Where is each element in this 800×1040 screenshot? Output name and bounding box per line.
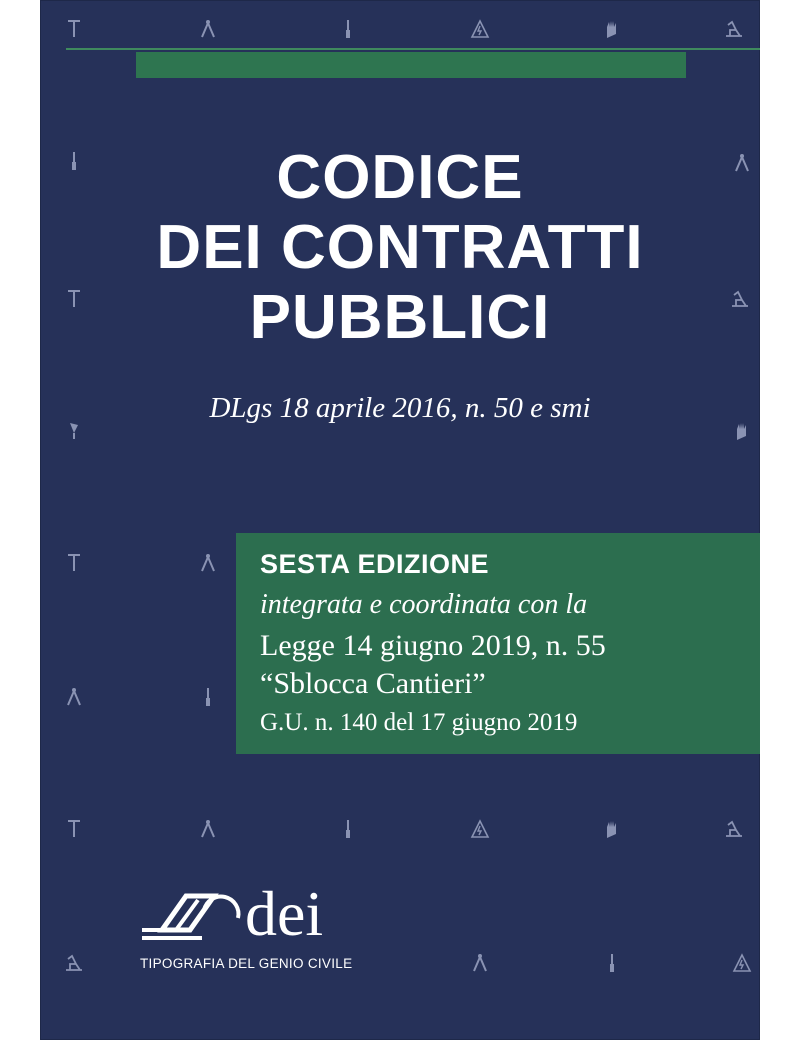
compass-icon [198, 552, 218, 574]
edition-line-1: integrata e coordinata con la [260, 589, 588, 620]
edition-line-2: Legge 14 giugno 2019, n. 55 [260, 629, 606, 662]
logo-mark-icon [140, 888, 250, 952]
screwdriver-icon [338, 818, 358, 840]
excavator-icon [64, 952, 84, 974]
compass-icon [470, 952, 490, 974]
glove-icon [602, 818, 622, 840]
book-cover [40, 0, 760, 1040]
subtitle: DLgs 18 aprile 2016, n. 50 e smi [209, 392, 591, 424]
screwdriver-icon [198, 686, 218, 708]
compass-icon [64, 686, 84, 708]
logo-wordmark: dei [245, 878, 324, 949]
title-line-1: CODICE [276, 143, 524, 212]
top-rule [66, 48, 760, 50]
warning-sign-icon [470, 818, 490, 840]
edition-heading: SESTA EDIZIONE [260, 549, 490, 579]
excavator-icon [724, 18, 744, 40]
warning-sign-icon [732, 952, 752, 974]
t-square-icon [64, 552, 84, 574]
t-square-icon [64, 18, 84, 40]
top-green-bar [136, 52, 686, 78]
glove-icon [602, 18, 622, 40]
publisher-caption: TIPOGRAFIA DEL GENIO CIVILE [140, 956, 353, 971]
compass-icon [198, 18, 218, 40]
screwdriver-icon [602, 952, 622, 974]
excavator-icon [724, 818, 744, 840]
title-line-3: PUBBLICI [249, 283, 551, 352]
t-square-icon [64, 818, 84, 840]
title-line-2: DEI CONTRATTI [156, 213, 644, 282]
warning-sign-icon [470, 18, 490, 40]
edition-line-3: “Sblocca Cantieri” [260, 667, 486, 700]
edition-line-4: G.U. n. 140 del 17 giugno 2019 [260, 709, 578, 736]
screwdriver-icon [338, 18, 358, 40]
compass-icon [198, 818, 218, 840]
edition-panel [236, 533, 760, 754]
